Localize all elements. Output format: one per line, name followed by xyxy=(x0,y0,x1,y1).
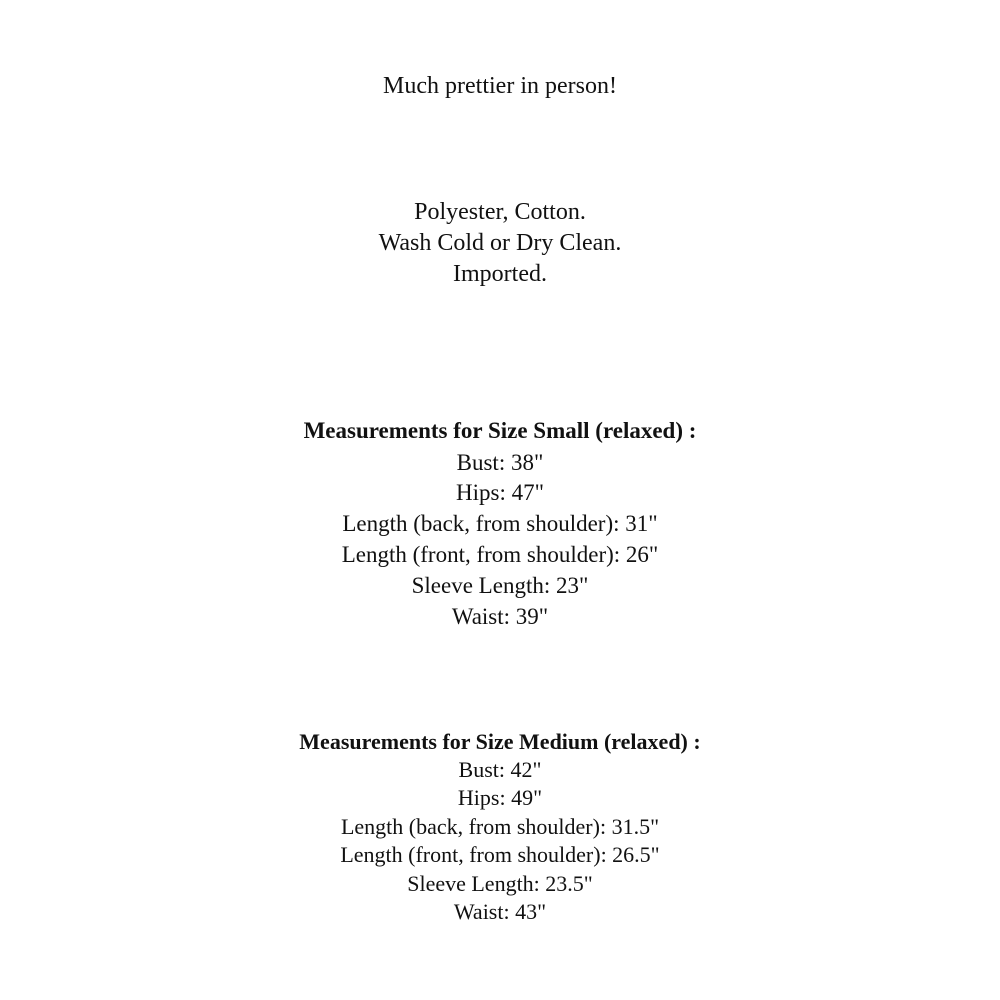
size-small-length-back: Length (back, from shoulder): 31" xyxy=(342,511,658,536)
size-small-length-front: Length (front, from shoulder): 26" xyxy=(341,542,659,567)
size-medium-length-front: Length (front, from shoulder): 26.5" xyxy=(340,842,660,867)
size-small-bust: Bust: 38" xyxy=(456,450,544,475)
size-medium-sleeve-length: Sleeve Length: 23.5" xyxy=(407,871,593,896)
size-medium-waist: Waist: 43" xyxy=(453,899,547,924)
care-line-material: Polyester, Cotton. xyxy=(414,199,586,225)
size-medium-bust: Bust: 42" xyxy=(458,757,542,782)
size-medium-hips: Hips: 49" xyxy=(457,785,543,810)
size-small-hips: Hips: 47" xyxy=(456,480,544,505)
tagline: Much prettier in person! xyxy=(383,73,617,99)
size-small-waist: Waist: 39" xyxy=(451,604,549,629)
size-medium-heading: Measurements for Size Medium (relaxed) : xyxy=(299,729,701,754)
care-line-origin: Imported. xyxy=(453,261,547,287)
care-line-washing: Wash Cold or Dry Clean. xyxy=(378,230,622,256)
size-small-heading: Measurements for Size Small (relaxed) : xyxy=(303,418,697,443)
size-small-sleeve-length: Sleeve Length: 23" xyxy=(411,573,589,598)
size-medium-length-back: Length (back, from shoulder): 31.5" xyxy=(340,814,660,839)
